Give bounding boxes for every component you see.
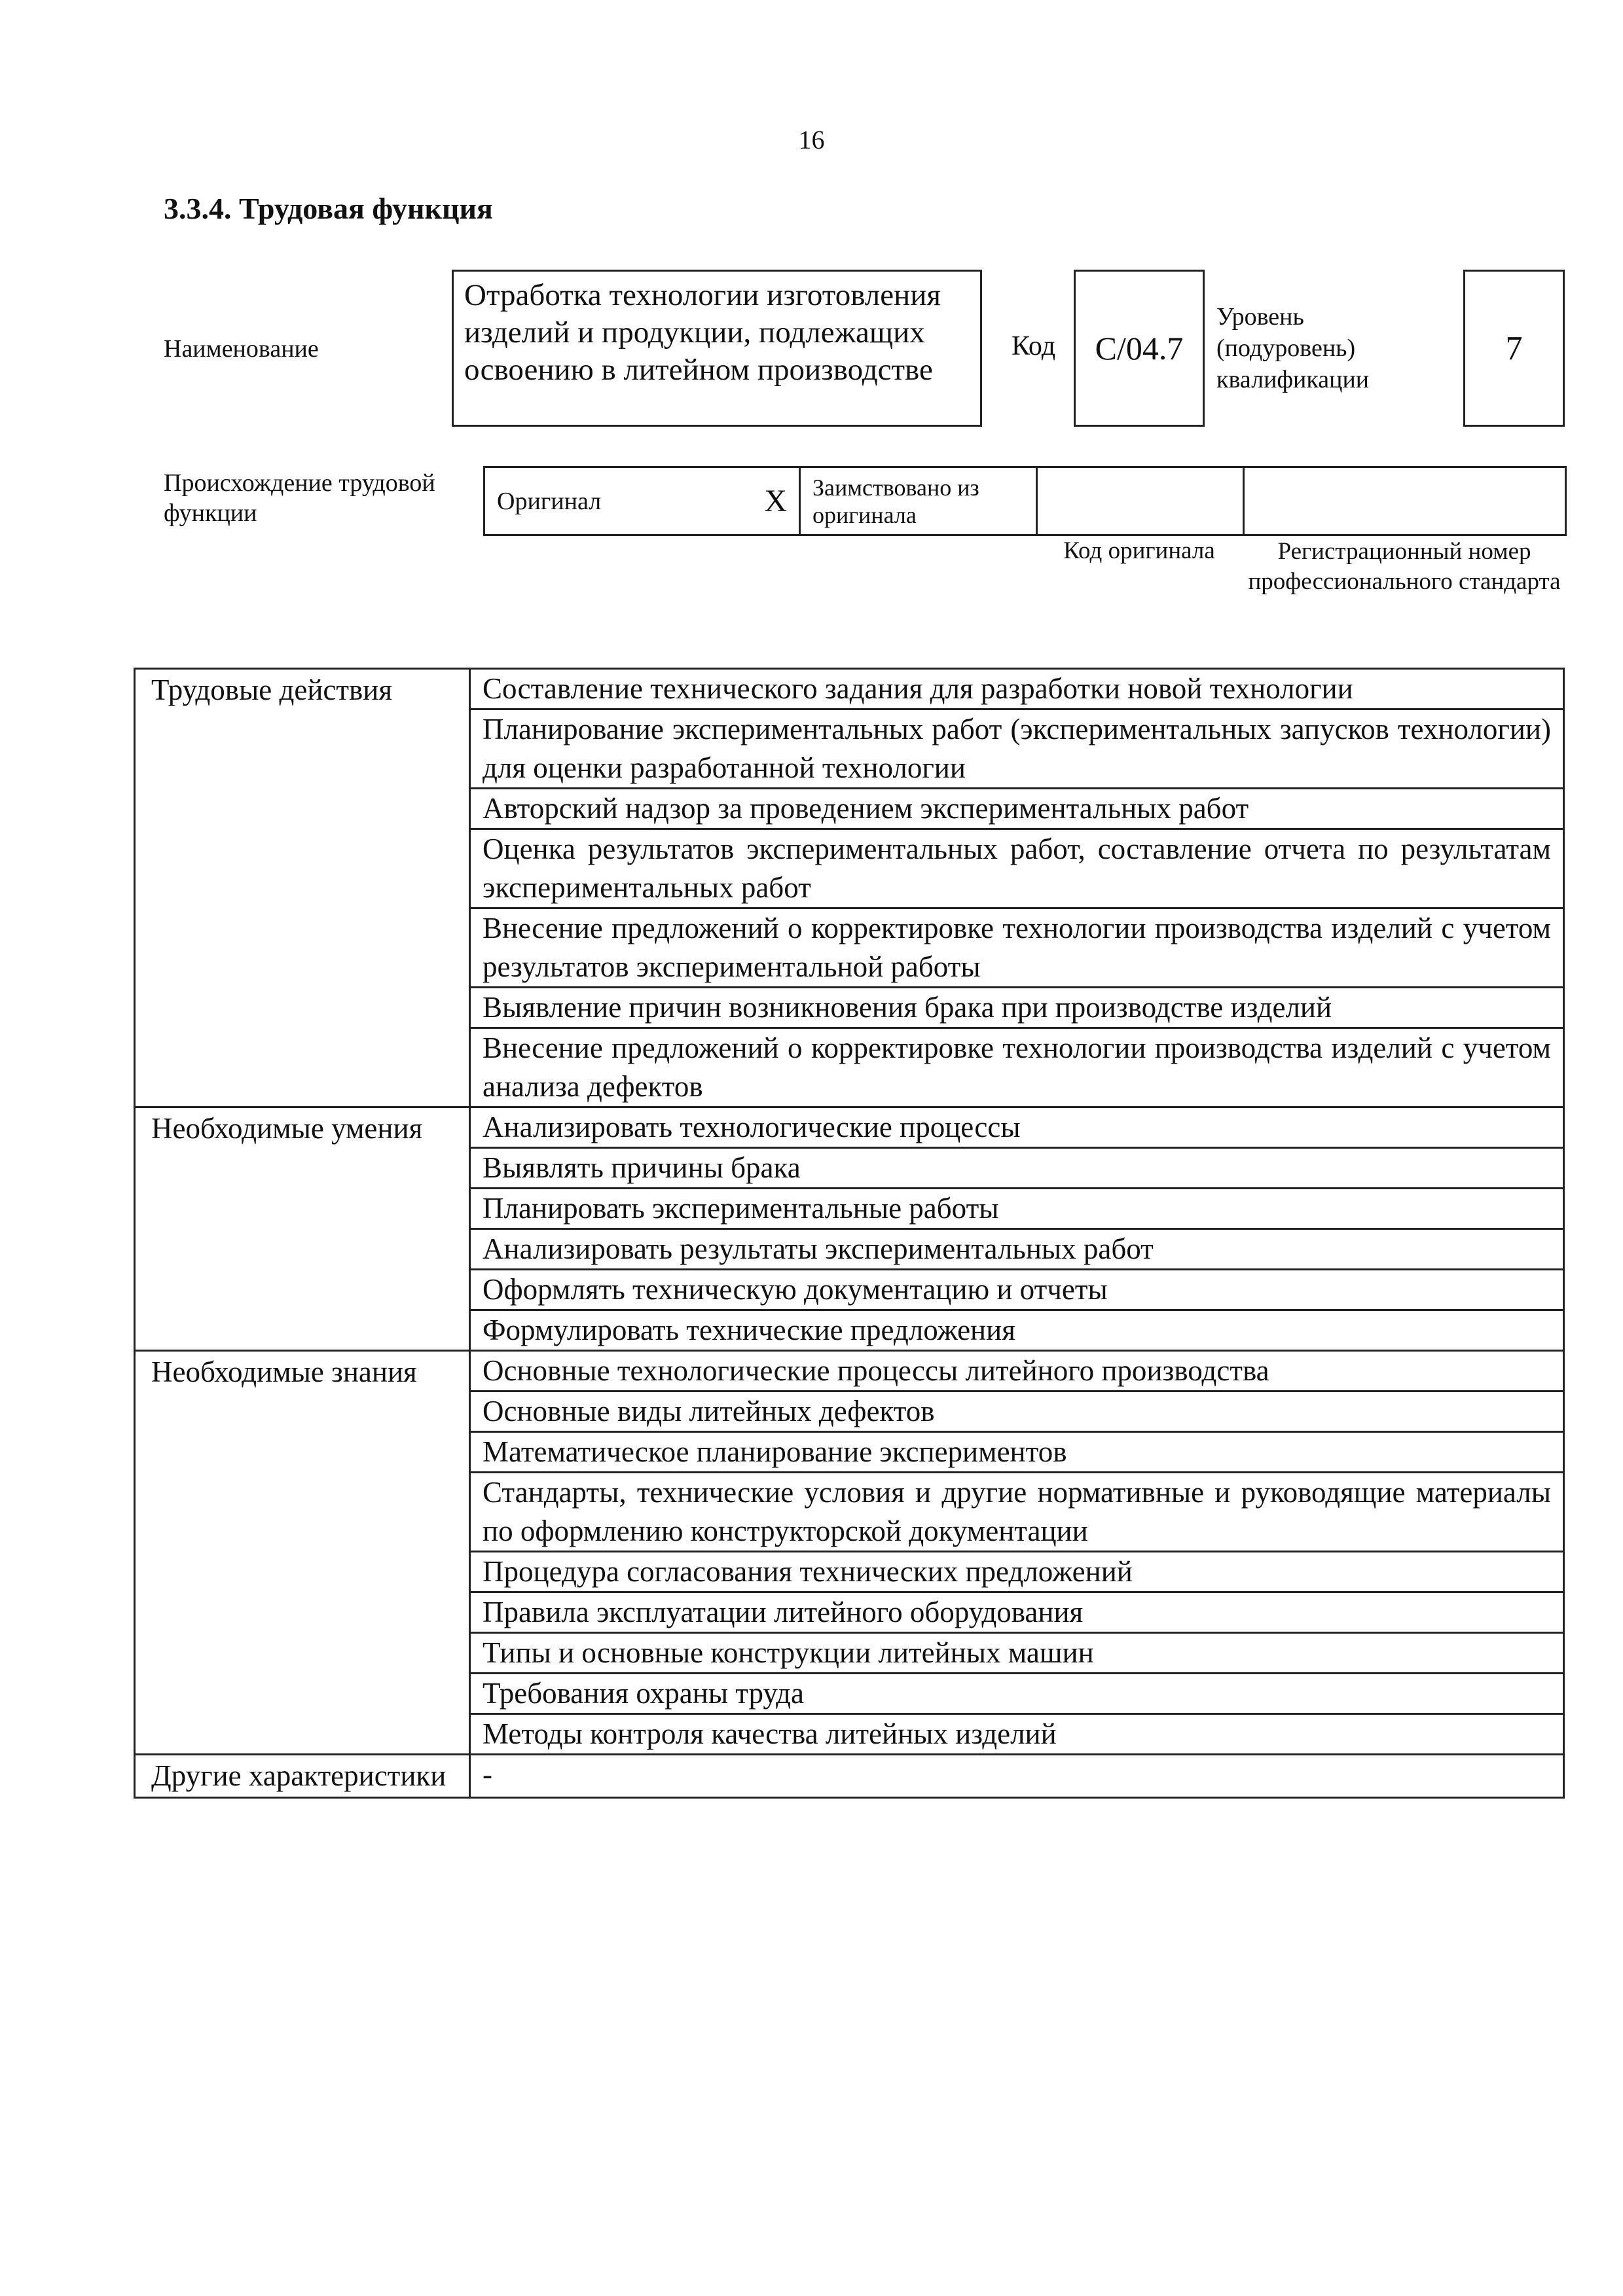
required-skills-item: Планировать экспериментальные работы <box>470 1189 1564 1229</box>
code-label: Код <box>1012 331 1056 361</box>
required-knowledge-item: Требования охраны труда <box>470 1674 1564 1714</box>
section-title: 3.3.4. Трудовая функция <box>164 192 493 225</box>
page-number: 16 <box>798 125 825 154</box>
required-knowledge-item: Методы контроля качества литейных изделий <box>470 1714 1564 1755</box>
labor-actions-item: Планирование экспериментальных работ (экспериментальных запусков технологии) для оценки разработанной технологии <box>470 709 1564 789</box>
required-skills-item: Формулировать технические предложения <box>470 1310 1564 1351</box>
caption-reg-number: Регистрационный номер профессионального стандарта <box>1248 538 1561 595</box>
required-skills-item: Анализировать технологические процессы <box>470 1107 1564 1148</box>
required-skills-item: Оформлять техническую документацию и отчеты <box>470 1270 1564 1310</box>
section-title-labor-actions: Трудовые действия <box>135 669 470 1107</box>
section-title-required-knowledge: Необходимые знания <box>135 1351 470 1755</box>
qualification-level-label: Уровень (подуровень) квалификации <box>1216 303 1370 393</box>
origin-code-cell <box>1037 467 1244 535</box>
required-skills-item: Выявлять причины брака <box>470 1148 1564 1189</box>
origin-original-mark: X <box>681 467 800 535</box>
section-title-required-skills: Необходимые умения <box>135 1107 470 1351</box>
name-label: Наименование <box>164 335 319 363</box>
labor-actions-item: Составление технического задания для разработки новой технологии <box>470 669 1564 709</box>
origin-label: Происхождение трудовой функции <box>164 469 435 527</box>
function-name-box: Отработка технологии изготовления изделий и продукции, подлежащих освоению в литейном производстве <box>452 270 982 427</box>
labor-actions-item: Выявление причин возникновения брака при производстве изделий <box>470 988 1564 1028</box>
required-knowledge-item: Математическое планирование экспериментов <box>470 1432 1564 1473</box>
origin-table <box>483 466 1567 536</box>
required-knowledge-item: Типы и основные конструкции литейных машин <box>470 1633 1564 1674</box>
required-knowledge-item: Стандарты, технические условия и другие нормативные и руководящие материалы по оформлению конструкторской документации <box>470 1473 1564 1552</box>
labor-actions-item: Оценка результатов экспериментальных работ, составление отчета по результатам экспериментальных работ <box>470 829 1564 908</box>
qualification-level-box <box>1463 270 1565 427</box>
qualification-level-value: 7 <box>1505 329 1523 367</box>
caption-code-original: Код оригинала <box>1063 537 1215 564</box>
origin-reg-number-cell <box>1244 467 1566 535</box>
origin-original-label: Оригинал <box>484 467 681 535</box>
table-row <box>135 1351 1564 1391</box>
labor-actions-item: Авторский надзор за проведением экспериментальных работ <box>470 789 1564 829</box>
required-knowledge-item: Основные виды литейных дефектов <box>470 1391 1564 1432</box>
labor-actions-item: Внесение предложений о корректировке технологии производства изделий с учетом результатов экспериментальной работы <box>470 908 1564 988</box>
table-row <box>135 1107 1564 1148</box>
function-code-box <box>1074 270 1205 427</box>
section-title-other-characteristics: Другие характеристики <box>135 1755 470 1798</box>
required-skills-item: Анализировать результаты экспериментальных работ <box>470 1229 1564 1270</box>
other-characteristics-item: - <box>470 1755 1564 1798</box>
table-row <box>135 669 1564 709</box>
required-knowledge-item: Правила эксплуатации литейного оборудования <box>470 1592 1564 1633</box>
function-code-value: C/04.7 <box>1095 330 1184 367</box>
origin-borrowed-label: Заимствовано из оригинала <box>800 467 1037 535</box>
required-knowledge-item: Процедура согласования технических предложений <box>470 1552 1564 1592</box>
function-details-table <box>134 668 1565 1799</box>
table-row <box>135 1755 1564 1798</box>
required-knowledge-item: Основные технологические процессы литейного производства <box>470 1351 1564 1391</box>
labor-actions-item: Внесение предложений о корректировке технологии производства изделий с учетом анализа дефектов <box>470 1028 1564 1107</box>
